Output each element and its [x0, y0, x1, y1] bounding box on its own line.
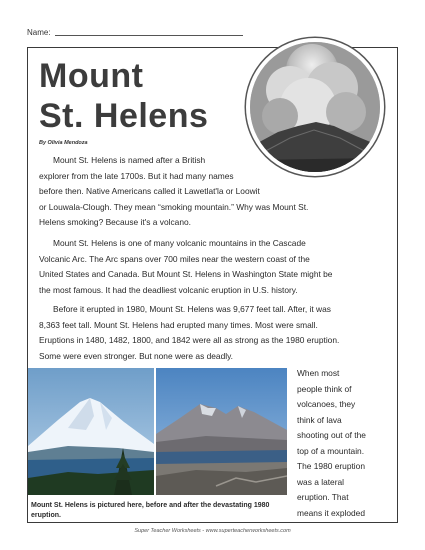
footer-credit: Super Teacher Worksheets - www.superteacherworksheets.com: [134, 528, 291, 534]
paragraph-3: Before it erupted in 1980, Mount St. Helens was 9,677 feet tall. After, it was 8,363 feet tall. Mount St. Helens had erupted many times. Most were small. Eruptions in 1480, 1482, 1800, and 1842 were all as strong as the 1980 eruption. Some were even stronger. But none were as deadly.: [39, 304, 340, 361]
photo-caption: Mount St. Helens is pictured here, before and after the devastating 1980 eruption.: [31, 502, 270, 519]
byline: By Olivia Mendoza: [39, 140, 88, 146]
name-label: Name:: [27, 28, 51, 37]
before-eruption-photo: [28, 368, 154, 495]
paragraph-2: Mount St. Helens is one of many volcanic mountains in the Cascade Volcanic Arc. The Arc spans over 700 miles near the western coast of the United States and Canada. But Mount St. Helens in Washington State might be the most famous. It had the deadliest volcanic eruption in U.S. history.: [39, 238, 333, 295]
caption-box: [28, 496, 287, 522]
after-eruption-photo: [156, 368, 287, 495]
paragraph-4: When most people think of volcanoes, they think of lava shooting out of the top of a mountain. The 1980 eruption was a lateral eruption. That means it exploded: [297, 368, 366, 518]
title-line-1: Mount: [39, 57, 144, 95]
name-field[interactable]: [27, 28, 243, 37]
title-line-2: St. Helens: [39, 97, 209, 135]
name-underline: [55, 35, 243, 36]
article-title: [39, 56, 208, 136]
paragraph-1: Mount St. Helens is named after a British explorer from the late 1700s. But it had many names before then. Native Americans called it Lawetlat'la or Loowit or Louwala-Clough. They mean “smoking mountain.” Why was Mount St. Helens smoking? Because it's a volcano.: [39, 155, 309, 227]
